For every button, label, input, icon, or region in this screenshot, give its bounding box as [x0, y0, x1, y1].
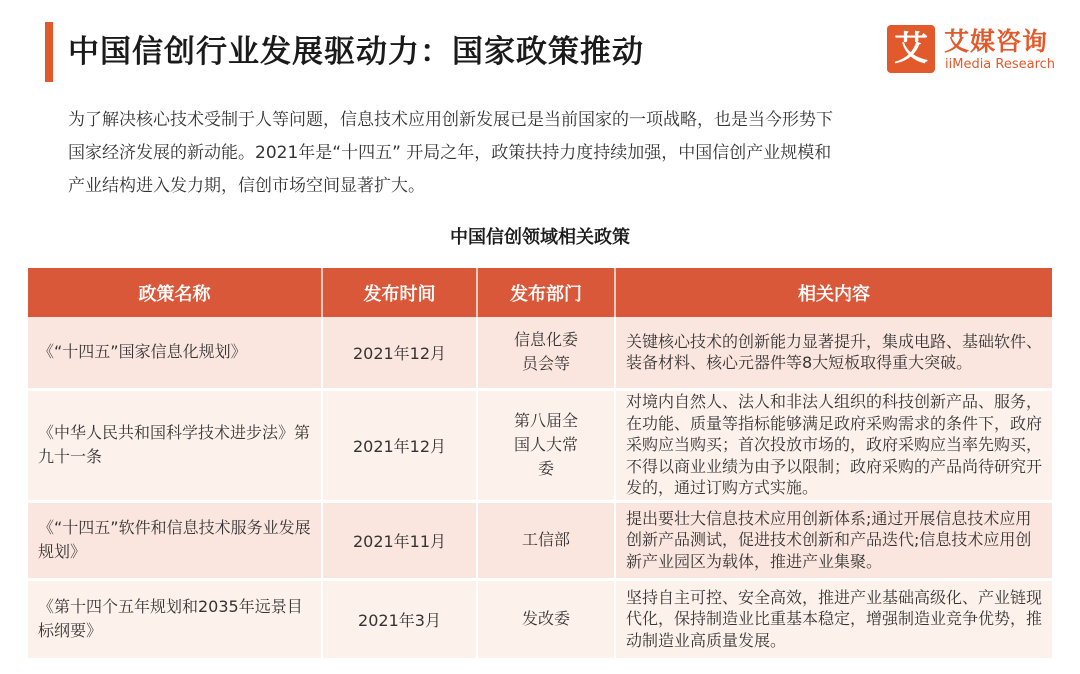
intro-line: 为了解决核心技术受制于人等问题，信息技术应用创新发展已是当前国家的一项战略，也是当今形势下 [68, 110, 833, 130]
content-cell: 关键核心技术的创新能力显著提升，集成电路、基础软件、装备材料、核心元器件等8大短板取得重大突破。 [615, 317, 1052, 389]
brand-name-cn: 艾媒咨询 [944, 27, 1049, 56]
department-cell: 信息化委员会等 [477, 317, 615, 389]
header-release-date: 发布时间 [322, 268, 477, 317]
content-cell: 提出要壮大信息技术应用创新体系;通过开展信息技术应用创新产品测试，促进技术创新和产品迭代;信息技术应用创新产业园区为载体，推进产业集聚。 [615, 501, 1052, 579]
release-date-cell: 2021年12月 [322, 317, 477, 389]
intro-paragraph [68, 104, 1028, 203]
release-date-cell: 2021年3月 [322, 579, 477, 659]
header-content: 相关内容 [615, 268, 1052, 317]
brand-name-en: iiMedia Research [945, 57, 1056, 72]
brand-mark-icon: 艾 [887, 25, 935, 73]
table-header-row [28, 268, 1052, 317]
policy-table [28, 268, 1052, 661]
header-department: 发布部门 [477, 268, 615, 317]
table-title: 中国信创领域相关政策 [450, 227, 630, 248]
policy-name-cell: 《第十四个五年规划和2035年远景目标纲要》 [28, 579, 322, 659]
policy-name-cell: 《“十四五”软件和信息技术服务业发展规划》 [28, 501, 322, 579]
department-cell: 发改委 [477, 579, 615, 659]
table-row [28, 317, 1052, 389]
department-cell: 第八届全国人大常委 [477, 389, 615, 501]
intro-line: 国家经济发展的新动能。2021年是“十四五” 开局之年，政策扶持力度持续加强，中国信创产业规模和 [68, 143, 832, 163]
table-row [28, 389, 1052, 501]
policy-name-cell: 《中华人民共和国科学技术进步法》第九十一条 [28, 389, 322, 501]
page-title: 中国信创行业发展驱动力：国家政策推动 [68, 34, 644, 70]
department-cell: 工信部 [477, 501, 615, 579]
content-cell: 坚持自主可控、安全高效，推进产业基础高级化、产业链现代化，保持制造业比重基本稳定，增强制造业竞争优势，推动制造业高质量发展。 [615, 579, 1052, 659]
release-date-cell: 2021年12月 [322, 389, 477, 501]
intro-line: 产业结构进入发力期，信创市场空间显著扩大。 [68, 176, 425, 196]
content-cell: 对境内自然人、法人和非法人组织的科技创新产品、服务，在功能、质量等指标能够满足政府采购需求的条件下，政府采购应当购买；首次投放市场的，政府采购应当率先购买，不得以商业业绩为由予以限制；政府采购的产品尚待研究开发的，通过订购方式实施。 [615, 389, 1052, 501]
release-date-cell: 2021年11月 [322, 501, 477, 579]
header-policy-name: 政策名称 [28, 268, 322, 317]
table-row [28, 501, 1052, 579]
title-accent-bar [45, 22, 53, 82]
policy-name-cell: 《“十四五”国家信息化规划》 [28, 317, 322, 389]
brand-logo [887, 25, 1062, 75]
table-row [28, 579, 1052, 659]
